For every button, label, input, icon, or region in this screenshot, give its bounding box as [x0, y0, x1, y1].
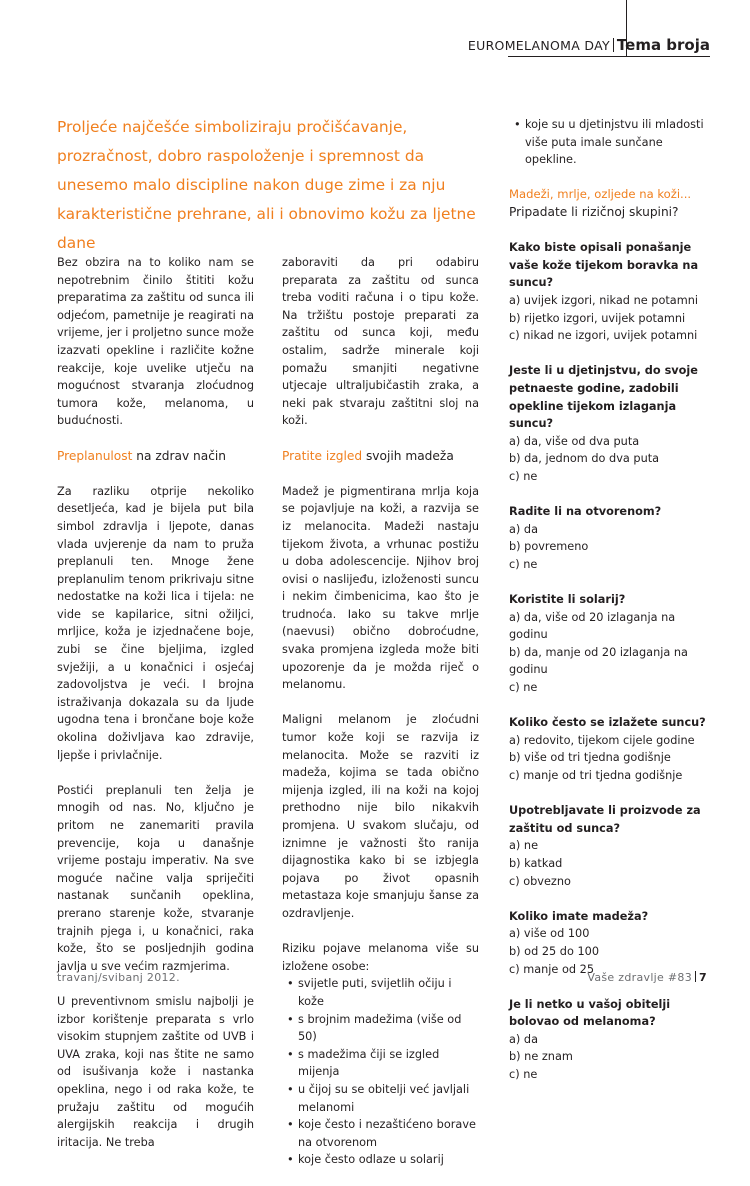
- answer-option: c) manje od tri tjedna godišnje: [509, 768, 683, 782]
- footer-divider: [695, 971, 696, 982]
- answer-option: c) ne: [509, 469, 538, 483]
- paragraph: zaboraviti da pri odabiru preparata za zaštitu od sunca treba voditi računa i o tipu kože. Na tržištu postoje preparati za zaštitu od sunca koji, među ostalim, sadrže minerale koji pomažu smanjiti negativne utjecaje ultraljubičastih zraka, a neki pak stvaraju zaštitni sloj na koži.: [282, 256, 479, 428]
- paragraph: Za razliku otprije nekoliko desetljeća, kad je bijela put bila simbol zdravlja i ljepote, danas vlada uvjerenje da nam to pruža preplanuli ten. Mnoge žene preplanulim tenom prikrivaju sitne nedostatke na koži lica i tijela: ne vide se kapilarice, sitni ožiljci, mrljice, koža je izjednačene boje, zubi se čine bjeljima, izgled svježiji, a u konačnici i osjećaj zadovoljstva je veći. I brojna istraživanja dokazala su da ljude ugodna tena i brončane boje kože okolina doživljava kao zdravije, ljepše i privlačnije.: [57, 484, 254, 762]
- list-item: • koje su u djetinjstvu ili mladosti više puta imale sunčane opekline.: [509, 116, 714, 169]
- quiz-subtitle: Pripadate li rizičnoj skupini?: [509, 204, 679, 219]
- answer-option: a) da: [509, 1032, 539, 1046]
- quiz-question: [509, 591, 714, 697]
- footer-magazine: [587, 971, 707, 984]
- header-section: EUROMELANOMA DAY: [467, 38, 610, 53]
- answer-option: a) da: [509, 522, 539, 536]
- answer-option: a) ne: [509, 839, 539, 853]
- answer-option: a) da, više od 20 izlaganja na godinu: [509, 610, 676, 642]
- list-item: • s madežima čiji se izgled mijenja: [282, 1046, 479, 1081]
- running-header: [468, 36, 710, 54]
- answer-option: c) nikad ne izgori, uvijek potamni: [509, 329, 698, 343]
- heading-rest: na zdrav način: [132, 448, 227, 463]
- answer-option: b) da, manje od 20 izlaganja na godinu: [509, 645, 688, 677]
- answer-option: b) od 25 do 100: [509, 944, 600, 958]
- header-divider: [613, 38, 614, 52]
- quiz-title: Madeži, mrlje, ozljede na koži...: [509, 187, 692, 202]
- section-heading: [57, 448, 254, 466]
- column-2: [282, 254, 479, 1186]
- answer-option: c) obvezno: [509, 874, 571, 888]
- list-item: • koje često i nezaštićeno borave na otvorenom: [282, 1116, 479, 1151]
- answer-option: c) ne: [509, 1068, 538, 1082]
- quiz-heading: [509, 186, 714, 221]
- answer-option: c) ne: [509, 681, 538, 694]
- paragraph: U preventivnom smislu najbolji je izbor korištenje preparata s vrlo visokim stupnjem zaštite od UVB i UVA zraka, koji nas štite ne samo od isušivanja kože i nastanka opeklina, nego i od raka kože, te pružaju zaštitu od mogućih alergijskih reakcija i drugih iritacija. Ne treba: [57, 994, 254, 1149]
- list-item: • s brojnim madežima (više od 50): [282, 1011, 479, 1046]
- answer-option: b) ne znam: [509, 1050, 573, 1064]
- heading-accent: Preplanulost: [57, 448, 133, 463]
- question-text: Upotrebljavate li proizvode za zaštitu od sunca?: [509, 804, 701, 835]
- paragraph: Bez obzira na to koliko nam se nepotrebnim činilo štititi kožu preparatima za zaštitu od sunca ili odjećom, pametnije je reagirati na vrijeme, jer i proljetno sunce može izazvati opekline i različite kožne reakcije, koje uvelike utječu na mogućnost stvaranja zloćudnog tumora kože, melanoma, u budućnosti.: [57, 256, 254, 428]
- answer-option: a) uvijek izgori, nikad ne potamni: [509, 293, 699, 307]
- quiz-question: [509, 362, 714, 485]
- paragraph: Maligni melanom je zloćudni tumor kože koji se razvija iz melanocita. Može se razviti iz madeža, kojima se tada obično mijenja izgled, ili na koži na kojoj prethodno nije bilo nikakvih promjena. U svakom slučaju, od iznimne je važnosti što ranija dijagnostika kako bi se izbjegla pojava po život opasnih metastaza koje smanjuju šanse za ozdravljenje.: [282, 713, 479, 920]
- answer-option: c) ne: [509, 557, 538, 571]
- page-number: 7: [699, 971, 707, 984]
- question-text: Koliko imate madeža?: [509, 909, 649, 923]
- question-text: Radite li na otvorenom?: [509, 505, 662, 519]
- question-text: Koristite li solarij?: [509, 593, 626, 607]
- section-heading: [282, 448, 479, 466]
- question-text: Kako biste opisali ponašanje vaše kože tijekom boravka na suncu?: [509, 241, 699, 290]
- heading-rest: svojih madeža: [362, 448, 454, 463]
- list-item: • svijetle puti, svijetlih očiju i kože: [282, 975, 479, 1010]
- answer-option: a) da, više od dva puta: [509, 434, 640, 448]
- footer-magazine-name: Vaše zdravlje #83: [587, 971, 693, 984]
- answer-option: c) manje od 25: [509, 962, 595, 976]
- intro-lead: Proljeće najčešće simboliziraju pročišćavanje, prozračnost, dobro raspoloženje i spremnost da unesemo malo discipline nakon duge zime i za nju karakteristične prehrane, ali i obnovimo kožu za ljetne dane: [57, 118, 476, 252]
- heading-accent: Pratite izgled: [282, 448, 363, 463]
- paragraph: Madež je pigmentirana mrlja koja se pojavljuje na koži, a razvija se iz melanocita. Madeži nastaju tijekom života, a vrhunac postižu u doba adolescencije. Njihov broj ovisi o naslijeđu, izloženosti suncu i nekim čimbenicima, kao što je trudnoća. Iako su takve mrlje (naevusi) obično dobroćudne, svaka promjena izgleda može biti upozorenje da je moždа riječ o melanomu.: [282, 484, 479, 692]
- answer-option: b) rijetko izgori, uvijek potamni: [509, 311, 686, 325]
- quiz-question: [509, 996, 714, 1084]
- column-1: [57, 254, 254, 1169]
- list-item: • koje često odlaze u solarij: [282, 1151, 479, 1169]
- answer-option: b) više od tri tjedna godišnje: [509, 751, 671, 765]
- quiz-question: [509, 503, 714, 573]
- header-topic: Tema broja: [616, 36, 710, 54]
- footer-issue-date: travanj/svibanj 2012.: [57, 971, 180, 984]
- list-item: • u čijoj su se obitelji već javljali melanomi: [282, 1081, 479, 1116]
- question-text: Jeste li u djetinjstvu, do svoje petnaeste godine, zadobili opekline tijekom izlaganja suncu?: [509, 364, 698, 431]
- quiz-question: [509, 908, 714, 978]
- answer-option: b) da, jednom do dva puta: [509, 452, 660, 466]
- answer-option: b) povremeno: [509, 540, 589, 554]
- risk-list: [282, 975, 479, 1169]
- answer-option: a) redovito, tijekom cijele godine: [509, 733, 695, 747]
- question-text: Koliko često se izlažete suncu?: [509, 716, 706, 730]
- paragraph: Riziku pojave melanoma više su izložene osobe:: [282, 942, 479, 973]
- quiz-question: [509, 239, 714, 345]
- quiz-question: [509, 714, 714, 784]
- header-rule: [508, 56, 710, 57]
- paragraph: Postići preplanuli ten želja je mnogih od nas. No, ključno je pritom ne zanemariti pravila prevencije, koja u današnje vrijeme postaju imperativ. Na sve moguće načine valja spriječiti nastanak sunčanih opeklina, prerano starenje kože, stvaranje trajnih pjega i, u konačnici, raka kože, što se posljednjih godina javlja u sve većim razmjerima.: [57, 783, 254, 973]
- answer-option: a) više od 100: [509, 927, 590, 941]
- answer-option: b) katkad: [509, 856, 563, 870]
- question-text: Je li netko u vašoj obitelji bolovao od melanoma?: [509, 997, 671, 1029]
- quiz-question: [509, 802, 714, 890]
- risk-list-continued: [509, 116, 714, 169]
- column-3: [509, 116, 714, 1101]
